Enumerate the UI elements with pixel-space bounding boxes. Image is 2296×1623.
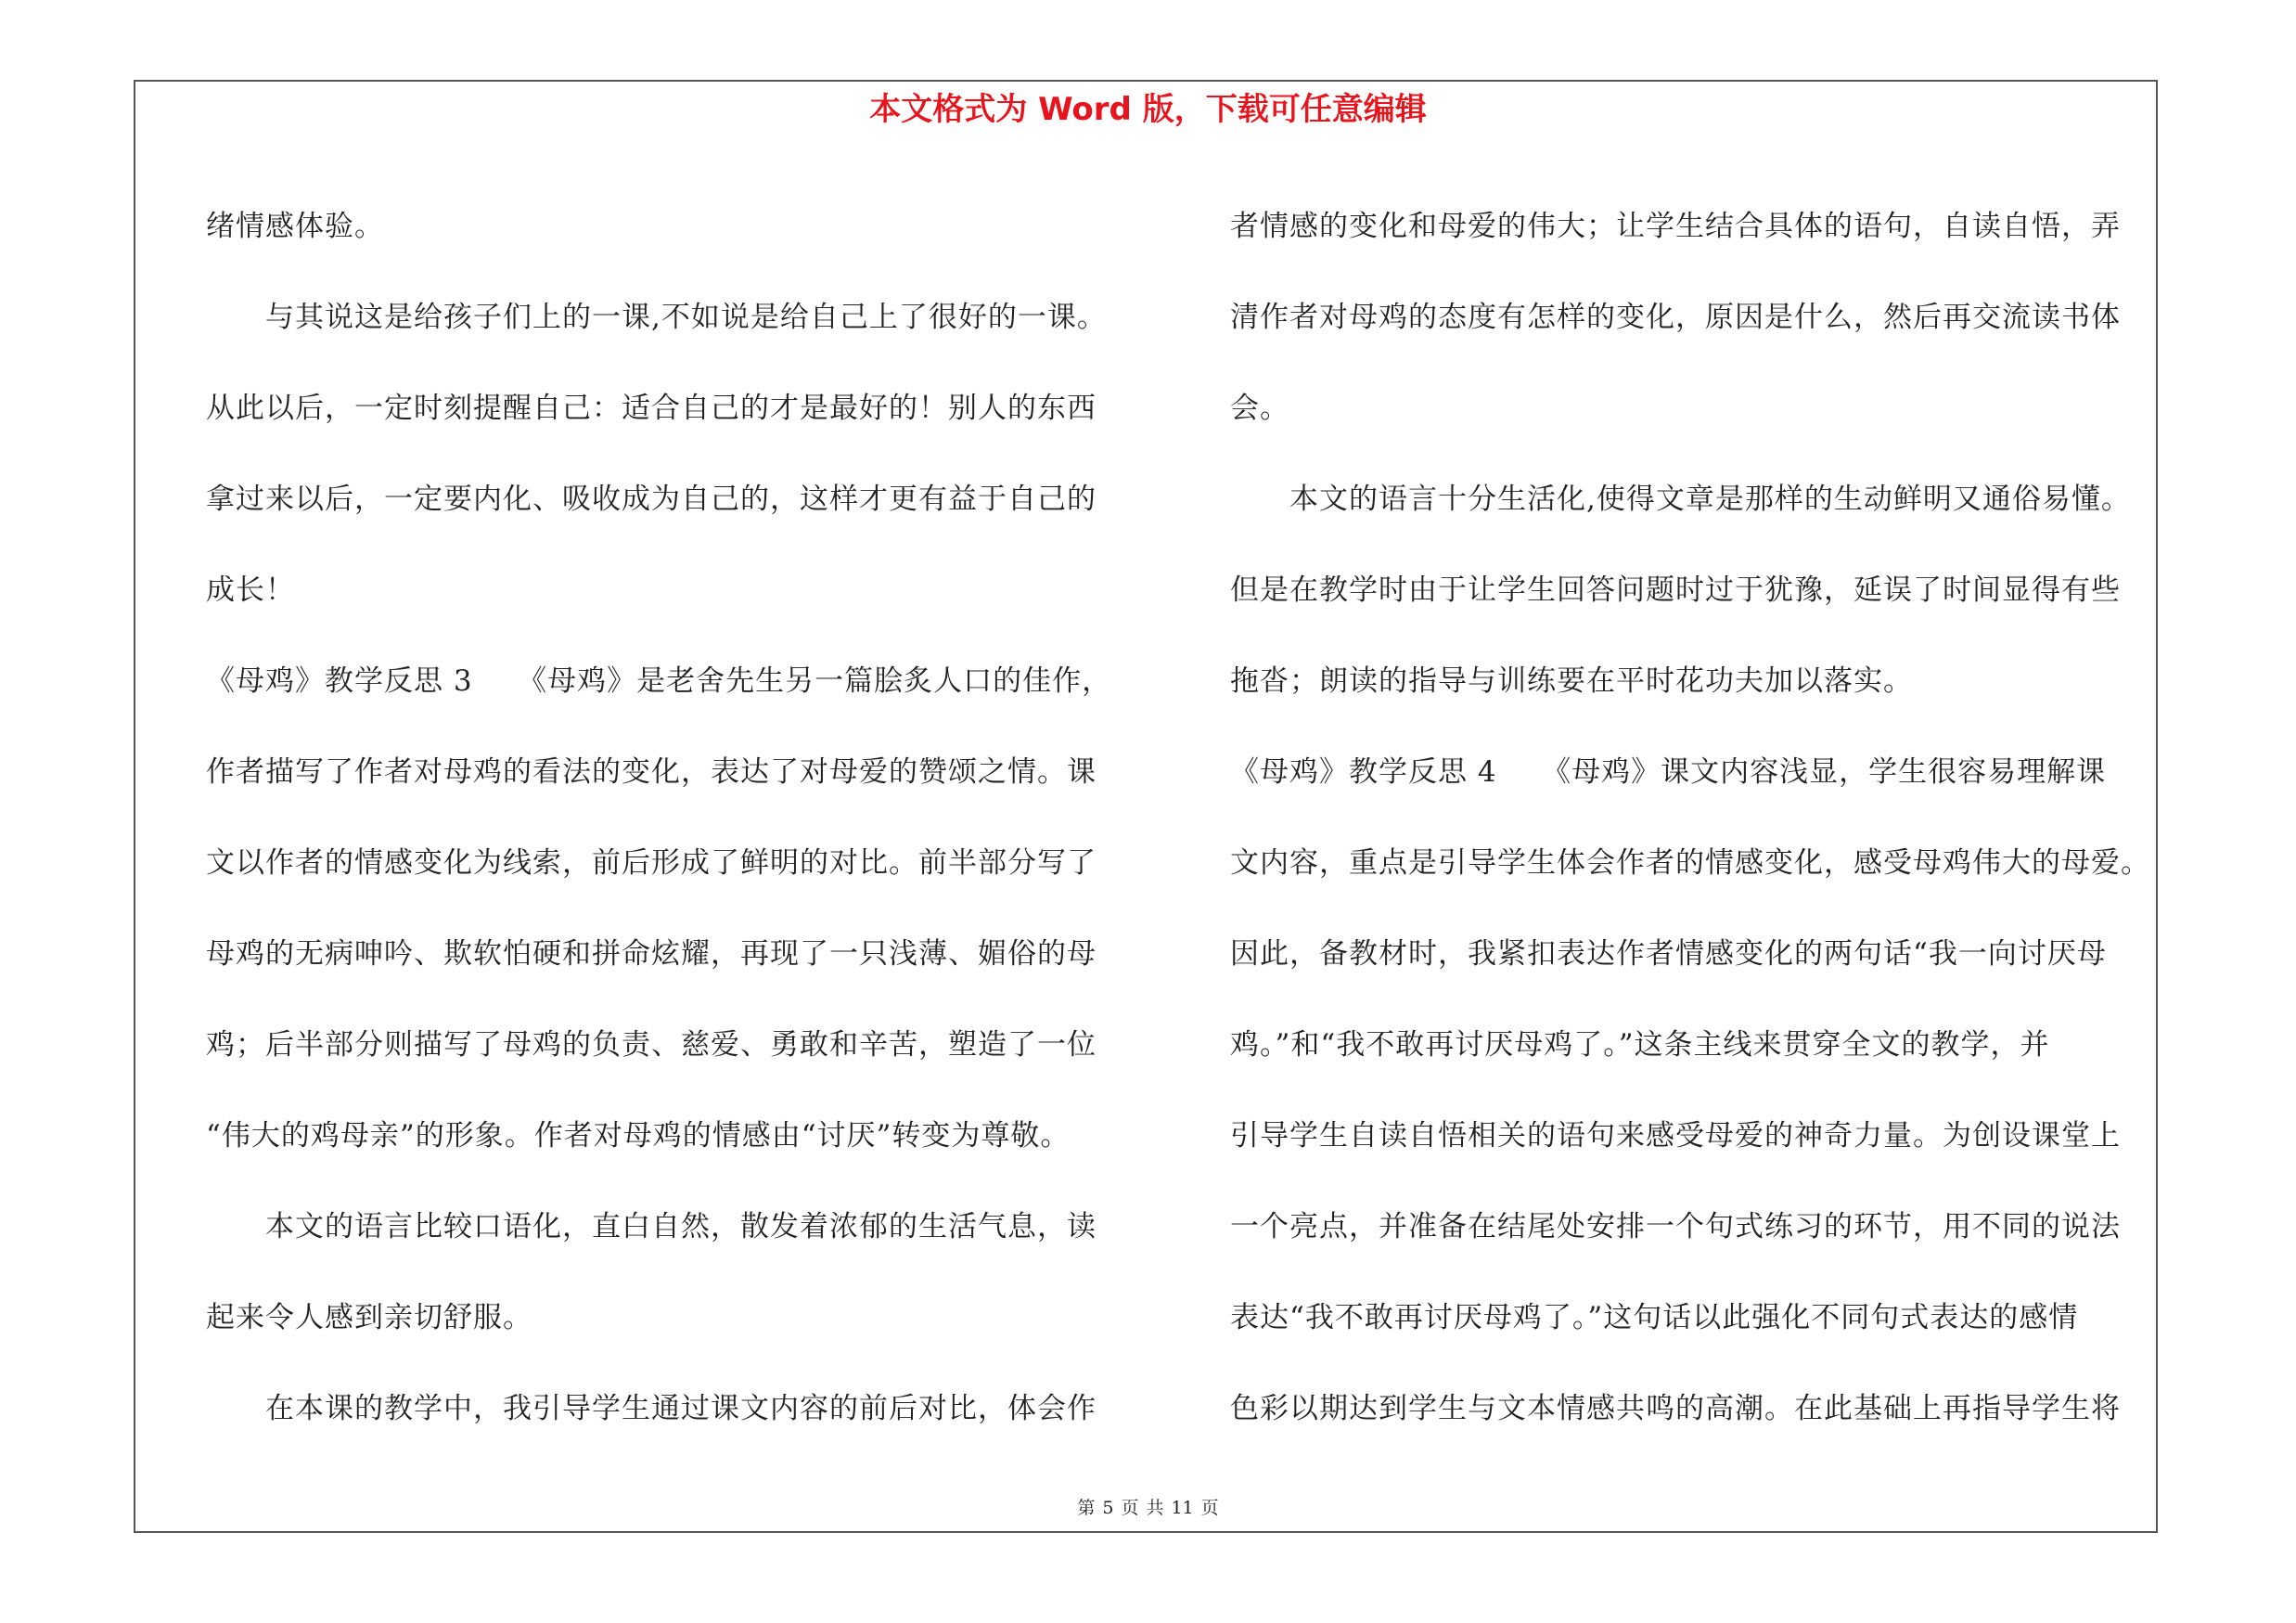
text-line: 本文的语言比较口语化，直白自然，散发着浓郁的生活气息，读	[206, 1210, 1097, 1243]
page-label-prefix: 第	[1077, 1498, 1096, 1518]
text-line: 拿过来以后，一定要内化、吸收成为自己的，这样才更有益于自己的	[206, 483, 1097, 516]
page-label-mid: 页	[1121, 1498, 1139, 1518]
text-line: 一个亮点，并准备在结尾处安排一个句式练习的环节，用不同的说法	[1230, 1210, 2121, 1243]
page-label-suffix: 页	[1200, 1498, 1219, 1518]
text-line: 绪情感体验。	[206, 210, 384, 243]
page-label-total-prefix: 共	[1146, 1498, 1164, 1518]
text-line: 者情感的变化和母爱的伟大；让学生结合具体的语句，自读自悟，弄	[1230, 210, 2121, 243]
text-line: 因此，备教材时，我紧扣表达作者情感变化的两句话“我一向讨厌母	[1230, 937, 2107, 971]
text-line: 本文的语言十分生活化,使得文章是那样的生动鲜明又通俗易懂。	[1230, 483, 2131, 516]
page-number-footer	[0, 1497, 2296, 1519]
text-line: 会。	[1230, 392, 1289, 425]
text-line: 鸡。”和“我不敢再讨厌母鸡了。”这条主线来贯穿全文的教学，并	[1230, 1028, 2050, 1062]
text-line: 清作者对母鸡的态度有怎样的变化，原因是什么，然后再交流读书体	[1230, 301, 2121, 334]
text-line: 表达“我不敢再讨厌母鸡了。”这句话以此强化不同句式表达的感情	[1230, 1301, 2079, 1334]
section-heading-line: 《母鸡》教学反思 3 《母鸡》是老舍先生另一篇脍炙人口的佳作，	[206, 664, 1112, 698]
text-line: 成长！	[206, 573, 295, 607]
text-line: “伟大的鸡母亲”的形象。作者对母鸡的情感由“讨厌”转变为尊敬。	[206, 1119, 1071, 1153]
current-page-number: 5	[1102, 1498, 1114, 1518]
text-line: 但是在教学时由于让学生回答问题时过于犹豫，延误了时间显得有些	[1230, 573, 2121, 607]
text-line: 与其说这是给孩子们上的一课,不如说是给自己上了很好的一课。	[206, 301, 1107, 334]
text-line: 母鸡的无病呻吟、欺软怕硬和拼命炫耀，再现了一只浅薄、媚俗的母	[206, 937, 1097, 971]
format-notice-banner: 本文格式为 Word 版，下载可任意编辑	[869, 91, 1427, 128]
text-line: 拖沓；朗读的指导与训练要在平时花功夫加以落实。	[1230, 664, 1913, 698]
text-line: 引导学生自读自悟相关的语句来感受母爱的神奇力量。为创设课堂上	[1230, 1119, 2121, 1153]
text-line: 文内容，重点是引导学生体会作者的情感变化，感受母鸡伟大的母爱。	[1230, 846, 2150, 880]
section-heading-line: 《母鸡》教学反思 4 《母鸡》课文内容浅显，学生很容易理解课	[1230, 755, 2107, 789]
right-text-column	[1230, 181, 2158, 1454]
left-text-column	[206, 181, 1134, 1454]
text-line: 作者描写了作者对母鸡的看法的变化，表达了对母爱的赞颂之情。课	[206, 755, 1097, 789]
text-line: 鸡；后半部分则描写了母鸡的负责、慈爱、勇敢和辛苦，塑造了一位	[206, 1028, 1097, 1062]
total-page-count: 11	[1171, 1498, 1194, 1518]
text-line: 文以作者的情感变化为线索，前后形成了鲜明的对比。前半部分写了	[206, 846, 1097, 880]
text-line: 在本课的教学中，我引导学生通过课文内容的前后对比，体会作	[206, 1392, 1097, 1425]
text-line: 色彩以期达到学生与文本情感共鸣的高潮。在此基础上再指导学生将	[1230, 1392, 2121, 1425]
text-line: 从此以后，一定时刻提醒自己：适合自己的才是最好的！别人的东西	[206, 392, 1097, 425]
text-line: 起来令人感到亲切舒服。	[206, 1301, 532, 1334]
